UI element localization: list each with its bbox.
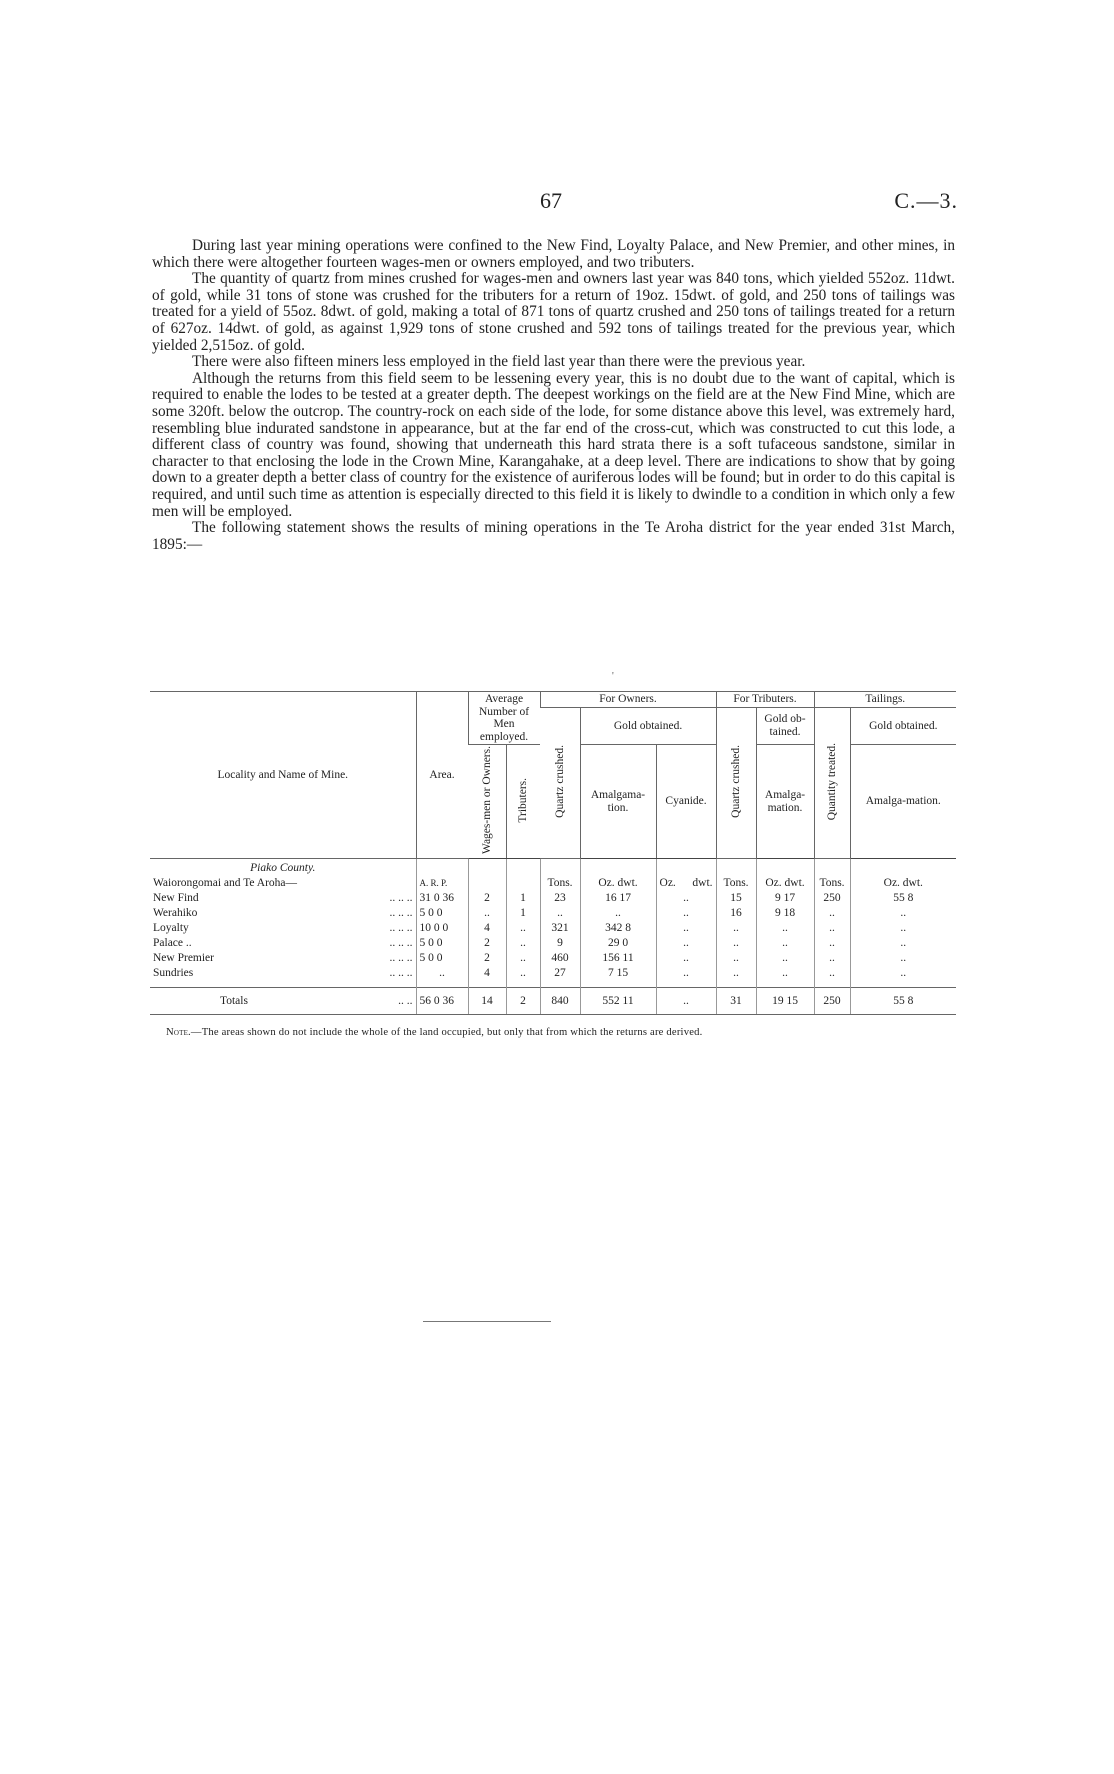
parliamentary-paper-reference: C.—3.: [894, 188, 958, 213]
header-for-owners: For Owners.: [540, 692, 716, 708]
stray-mark: ': [612, 671, 614, 682]
header-locality: Locality and Name of Mine.: [150, 692, 416, 859]
table-footnote: [166, 1027, 702, 1038]
table-row: New Premier .. .. .. 5 0 0 2 .. 460 156 11 .. .. .. .. ..: [150, 949, 956, 964]
header-quantity-treated: Quantity treated.: [814, 707, 850, 859]
table-row: New Find .. .. .. 31 0 36 2 1 23 16 17 .. 15 9 17 250 55 8: [150, 889, 956, 904]
header-cyanide: Cyanide.: [656, 745, 716, 859]
header-trib-amalgamation: Amalga-mation.: [756, 745, 814, 859]
page-number: 67: [540, 188, 562, 213]
note-text: —The areas shown do not include the whole of the land occupied, but only that from which the returns are derived.: [190, 1027, 703, 1038]
paragraph-2: The quantity of quartz from mines crushed for wages-men and owners last year was 840 tons, which yielded 552oz. 11dwt. of gold, while 31 tons of stone was crushed for the tributers for a return of 19oz. 15dwt. of gold, and 250 tons of tailings was treated for a yield of 55oz. 8dwt. of gold, making a total of 871 tons of quartz crushed and 250 tons of tailings treated for a return of 627oz. 14dwt. of gold, as against 1,929 tons of stone crushed and 592 tons of tailings treated for the previous year, which yielded 2,515oz. of gold.: [152, 270, 955, 354]
header-for-tributers: For Tributers.: [716, 692, 814, 708]
table-row: Sundries .. .. .. .. 4 .. 27 7 15 .. .. .. .. ..: [150, 964, 956, 979]
header-wages-men: Wages-men or Owners.: [468, 745, 506, 859]
header-tail-gold-obtained: Gold obtained.: [850, 707, 956, 745]
page-header: [150, 188, 958, 218]
header-quartz-crushed: Quartz crushed.: [540, 707, 580, 859]
table-row: Palace .. .. .. .. 5 0 0 2 .. 9 29 0 .. .. .. .. ..: [150, 934, 956, 949]
table-row: Loyalty .. .. .. 10 0 0 4 .. 321 342 8 .. .. .. .. ..: [150, 919, 956, 934]
table-row: Werahiko .. .. .. 5 0 0 .. 1 .. .. .. 16 9 18 .. ..: [150, 904, 956, 919]
header-tailings: Tailings.: [814, 692, 956, 708]
body-text: [152, 238, 955, 553]
header-average-men: Average Number of Men employed.: [468, 692, 540, 745]
header-tail-amalgamation: Amalga-mation.: [850, 745, 956, 859]
header-amalgamation: Amalgama-tion.: [580, 745, 656, 859]
paragraph-5: The following statement shows the results of mining operations in the Te Aroha district for the year ended 31st March, 1895:—: [152, 519, 955, 553]
paragraph-4: Although the returns from this field seem to be lessening every year, this is no doubt due to the want of capital, which is required to enable the lodes to be tested at a greater depth. The deepest workings on the field are at the New Find Mine, which are some 320ft. below the outcrop. The country-rock on each side of the lode, for some distance above this level, was extremely hard, resembling blue indurated sandstone in appearance, but at the far end of the cross-cut, which was constructed to cut this lode, a different class of country was found, showing that underneath this hard strata there is a soft tufaceous sandstone, similar in character to that enclosing the lode in the Crown Mine, Karangahake, at a deep level. There are indications to show that by going down to a greater depth a better class of country for the existence of auriferous lodes will be found; but in order to do this capital is required, and until such time as attention is especially directed to this field it is likely to dwindle to a condition in which only a few men will be employed.: [152, 369, 955, 520]
header-tributers: Tributers.: [506, 745, 540, 859]
header-gold-obtained: Gold obtained.: [580, 707, 716, 745]
header-area: Area.: [416, 692, 468, 859]
closing-rule: [423, 1321, 551, 1322]
mining-returns-table: [150, 691, 956, 1015]
totals-row: Totals .. .. 56 0 36 14 2 840 552 11 .. 31 19 15 250 55 8: [150, 988, 956, 1015]
county-label: Piako County.: [250, 861, 316, 874]
note-label: Note.: [166, 1027, 191, 1038]
header-trib-quartz-crushed: Quartz crushed.: [716, 707, 756, 859]
paragraph-3: There were also fifteen miners less employed in the field last year than there were the previous year.: [192, 353, 806, 371]
district-label: Waiorongomai and Te Aroha—: [153, 876, 298, 889]
header-trib-gold-obtained: Gold ob-tained.: [756, 707, 814, 745]
paragraph-1: During last year mining operations were confined to the New Find, Loyalty Palace, and New Premier, and other mines, in which there were altogether fourteen wages-men or owners employed, and two tributers.: [152, 237, 955, 271]
units-row: Waiorongomai and Te Aroha— A. R. P. Tons. Oz. dwt. Oz. dwt. Tons. Oz. dwt. Tons. Oz. dwt.: [150, 874, 956, 889]
